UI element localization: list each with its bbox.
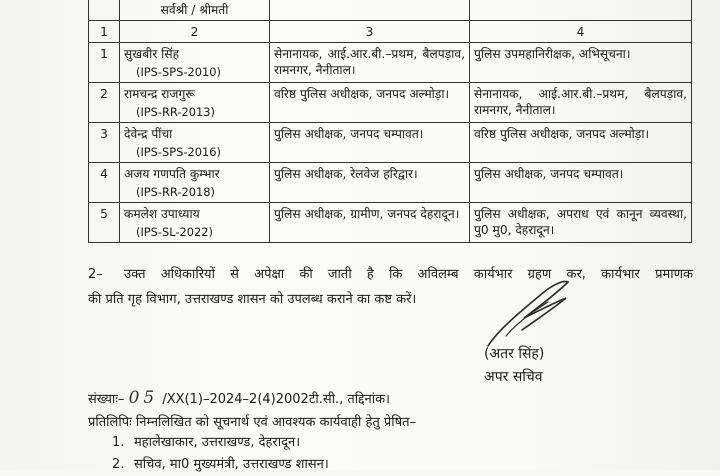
officer-name: सुखबीर सिंह: [124, 47, 180, 61]
current-posting: पुलिस अधीक्षक, ग्रामीण, जनपद देहरादून।: [270, 203, 470, 243]
serial-number: 4: [89, 163, 120, 203]
col-num-2: 2: [120, 21, 270, 43]
current-posting: पुलिस अधीक्षक, जनपद चम्पावत।: [270, 123, 470, 163]
officer-name: कमलेश उपाध्याय: [124, 207, 200, 221]
signatory-designation: अपर सचिव: [484, 369, 543, 385]
officer-service: (IPS-SPS-2010): [136, 65, 221, 79]
officer-cell: [120, 43, 270, 83]
current-posting: पुलिस अधीक्षक, रेलवेज हरिद्वार।: [270, 163, 470, 203]
paragraph-number: 2–: [88, 267, 103, 282]
column-number-row: [89, 21, 692, 43]
serial-number: 2: [89, 83, 120, 123]
officer-name: देवेन्द्र पींचा: [124, 127, 173, 141]
table-row: [89, 163, 692, 203]
officer-cell: [120, 203, 270, 243]
new-posting: सेनानायक, आई.आर.बी.–प्रथम, बैलपड़ाव, रामनगर, नैनीताल।: [470, 83, 692, 123]
table-row: [89, 203, 692, 243]
officer-cell: [120, 123, 270, 163]
table-row: [89, 123, 692, 163]
reference-prefix: संख्याः–: [88, 392, 125, 407]
officer-service: (IPS-RR-2018): [136, 185, 215, 199]
officer-service: (IPS-SL-2022): [136, 225, 213, 239]
list-item: 1. महालेखाकार, उत्तराखण्ड, देहरादून।: [112, 435, 301, 450]
header-name-partial: सर्वश्री / श्रीमती: [120, 0, 270, 21]
list-item: 2. सचिव, मा0 मुख्यमंत्री, उत्तराखण्ड शासन।: [112, 457, 329, 472]
copy-to-heading: प्रतिलिपिः निम्नलिखित को सूचनार्थ एवं आवश्यक कार्यवाही हेतु प्रेषित–: [88, 415, 417, 430]
paragraph-line-1: [88, 262, 693, 287]
officer-cell: [120, 83, 270, 123]
table-row: [89, 43, 692, 83]
new-posting: पुलिस अधीक्षक, जनपद चम्पावत।: [470, 163, 692, 203]
col-num-4: 4: [470, 21, 692, 43]
new-posting: वरिष्ठ पुलिस अधीक्षक, जनपद अल्मोड़ा।: [470, 123, 692, 163]
serial-number: 1: [89, 43, 120, 83]
signature-scribble: [428, 272, 578, 352]
instruction-paragraph: [88, 262, 693, 312]
officer-service: (IPS-RR-2013): [136, 105, 215, 119]
col-num-3: 3: [270, 21, 470, 43]
copy-to-list: [112, 432, 329, 476]
col-num-1: 1: [89, 21, 120, 43]
serial-number: 5: [89, 203, 120, 243]
officer-cell: [120, 163, 270, 203]
officer-service: (IPS-SPS-2016): [136, 145, 221, 159]
officer-name: रामचन्द्र राजगुरू: [124, 87, 195, 101]
handwritten-number: 05: [128, 388, 159, 408]
reference-number: [88, 388, 390, 408]
new-posting: पुलिस उपमहानिरीक्षक, अभिसूचना।: [470, 43, 692, 83]
officer-name: अजय गणपति कुम्भार: [124, 167, 220, 181]
signatory-name: (अतर सिंह): [484, 346, 545, 362]
paragraph-text-1: उक्त अधिकारियों से अपेक्षा की जाती है कि अविलम्ब कार्यभार ग्रहण कर, कार्यभार प्रमाणक: [124, 267, 693, 282]
table-row: [89, 83, 692, 123]
new-posting: पुलिस अधीक्षक, अपराध एवं कानून व्यवस्था, पु0 मु0, देहरादून।: [470, 203, 692, 243]
current-posting: वरिष्ठ पुलिस अधीक्षक, जनपद अल्मोड़ा।: [270, 83, 470, 123]
transfer-table: [88, 0, 692, 243]
current-posting: सेनानायक, आई.आर.बी.–प्रथम, बैलपड़ाव, रामनगर, नैनीताल।: [270, 43, 470, 83]
paragraph-line-2: की प्रति गृह विभाग, उत्तराखण्ड शासन को उपलब्ध कराने का कष्ट करें।: [88, 292, 417, 307]
table-header-row: [89, 0, 692, 21]
serial-number: 3: [89, 123, 120, 163]
reference-rest: /XX(1)–2024–2(4)2002टी.सी., तद्दिनांक।: [162, 392, 390, 407]
